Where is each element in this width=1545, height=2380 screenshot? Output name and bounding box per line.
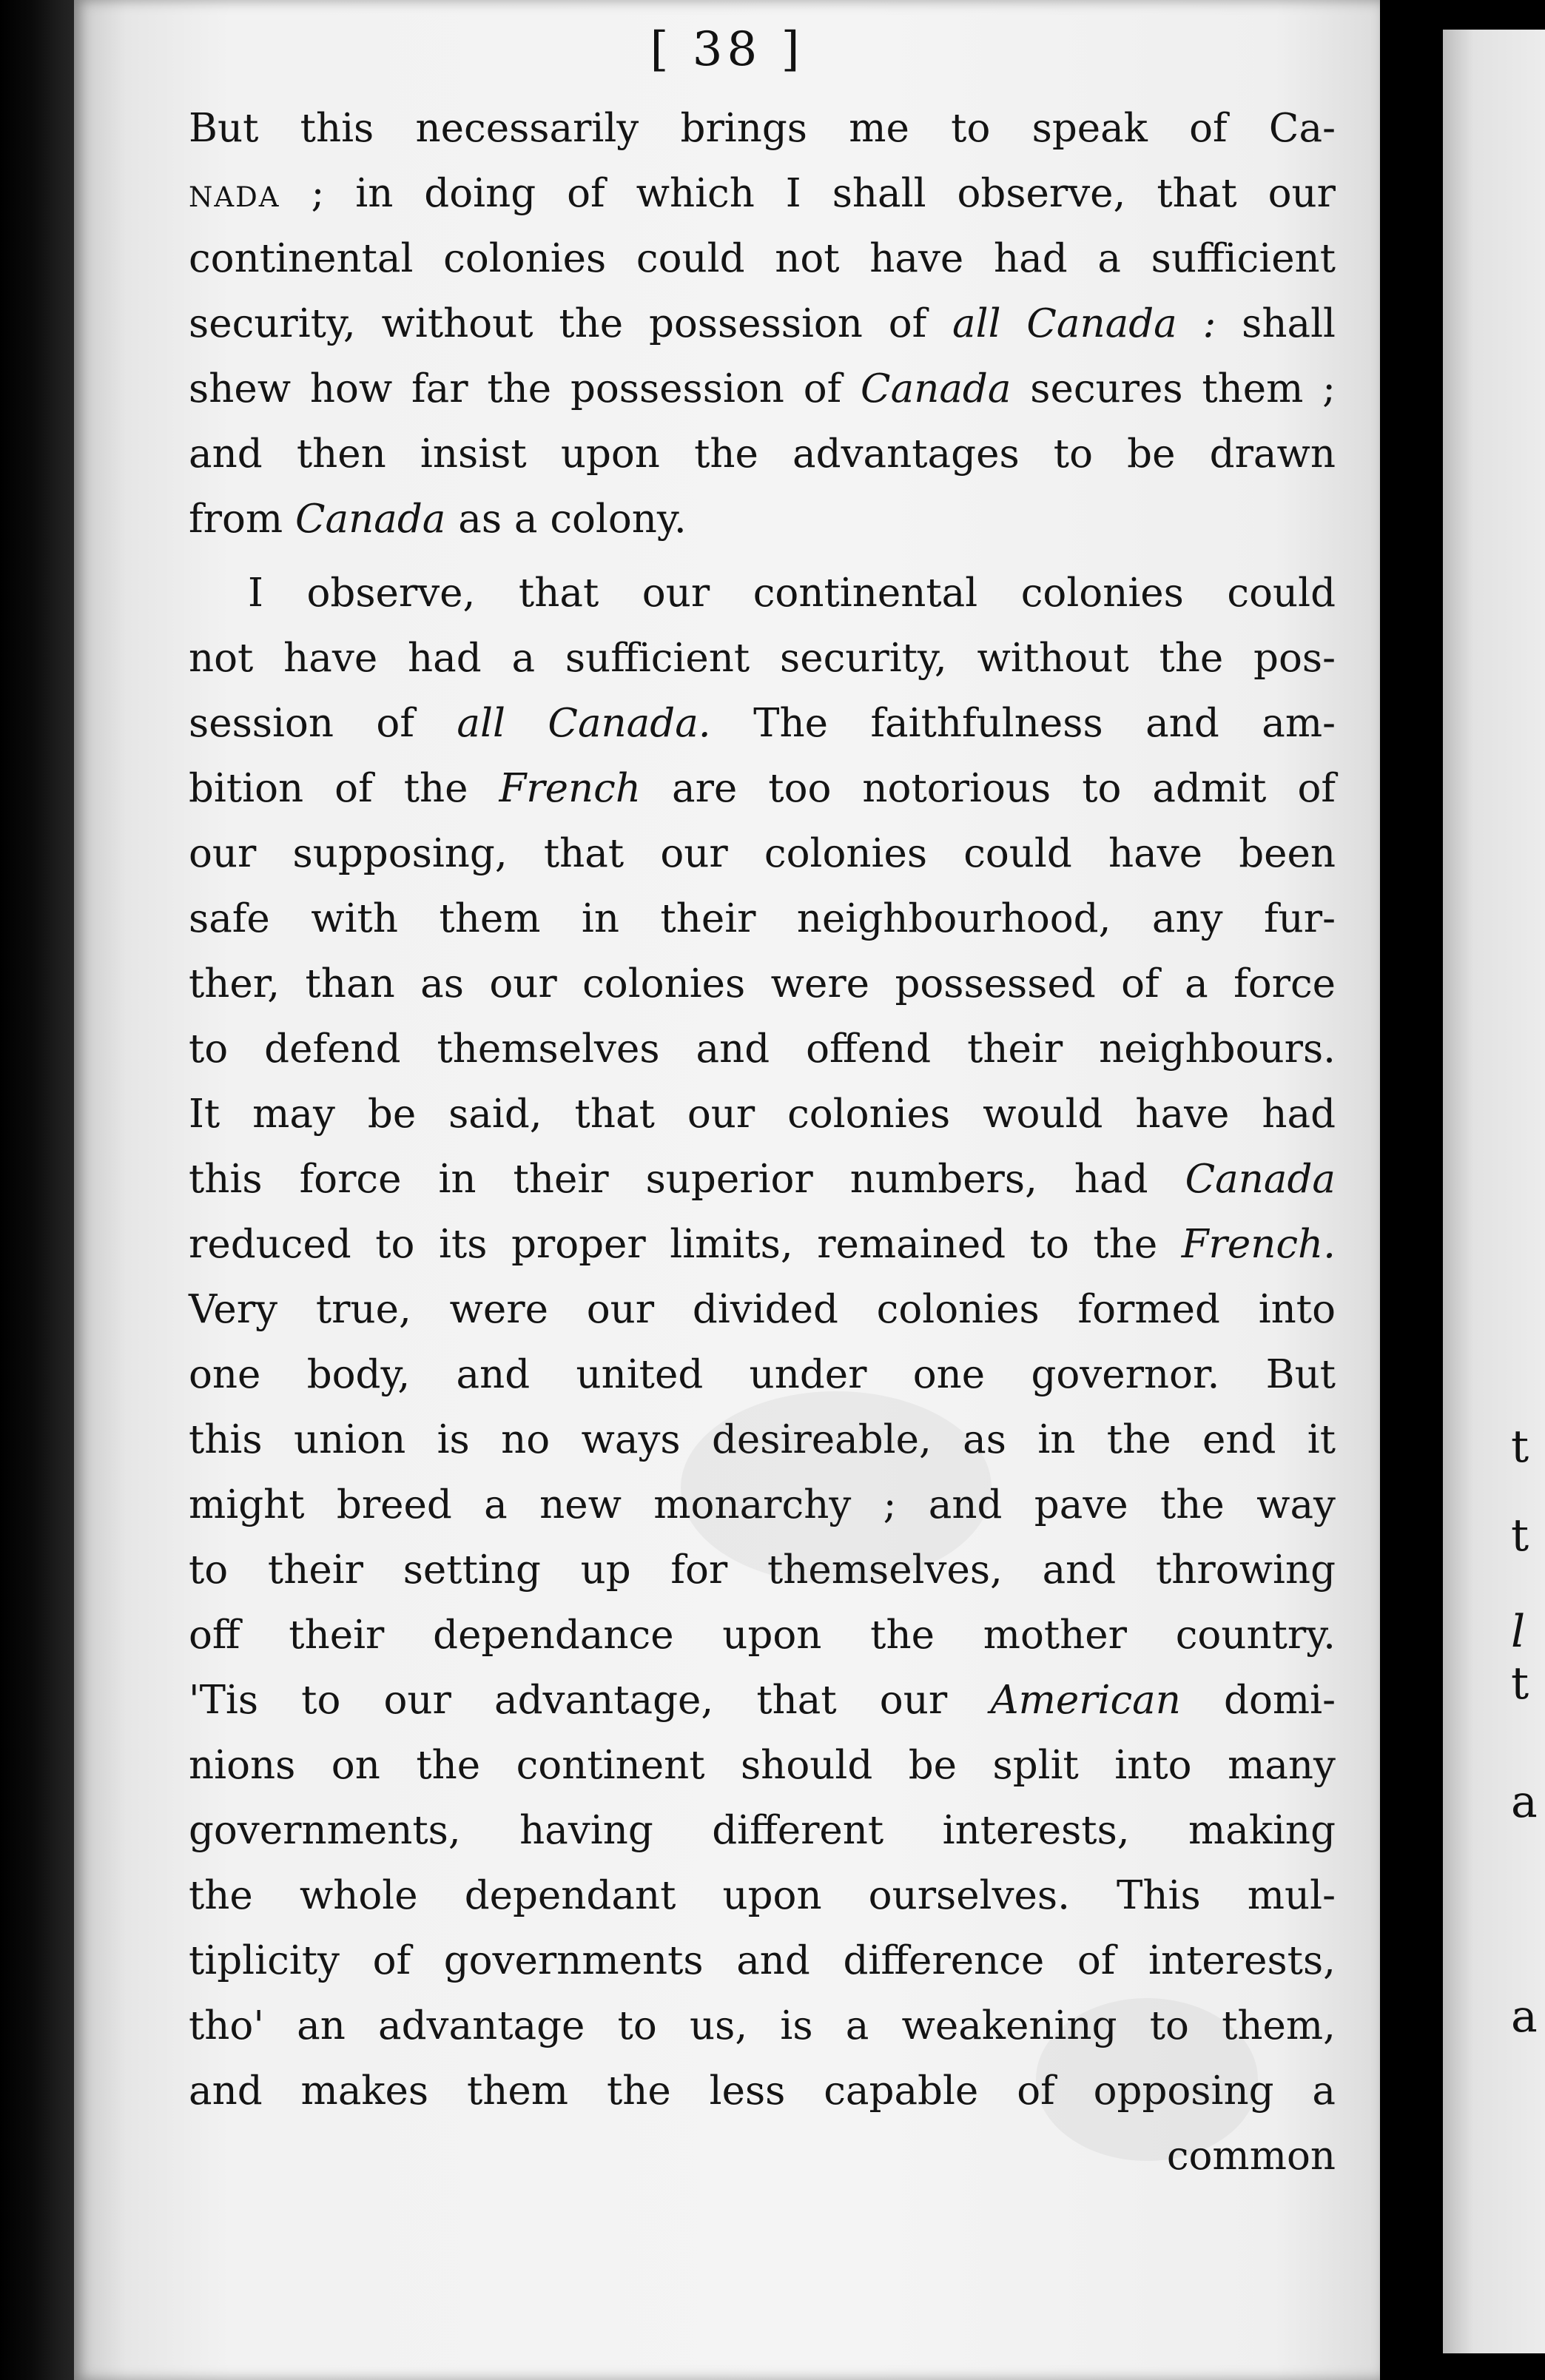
- text-line: [189, 1733, 1336, 1798]
- text-line: [189, 96, 1336, 161]
- page-gutter: [1380, 0, 1443, 2380]
- text-run: ther, than as our colonies were possessed of a force: [189, 961, 1336, 1006]
- text-line: [189, 357, 1336, 422]
- text-run: domi-: [1180, 1678, 1336, 1723]
- text-line: [189, 1473, 1336, 1538]
- book-binding-shadow: [0, 0, 81, 2380]
- text-line: [189, 1212, 1336, 1277]
- italic-text: French: [499, 766, 641, 811]
- text-run: reduced to its proper limits, remained to the: [189, 1222, 1182, 1267]
- catchword: common: [1166, 2134, 1336, 2179]
- text-run: and then insist upon the advantages to be drawn: [189, 431, 1336, 477]
- italic-text: French.: [1181, 1222, 1336, 1267]
- text-line: [189, 1603, 1336, 1668]
- text-line: [189, 487, 1336, 552]
- page-number: [ 38 ]: [650, 22, 804, 77]
- text-run: one body, and united under one governor. But: [189, 1352, 1336, 1397]
- text-run: governments, having different interests, making: [189, 1808, 1336, 1853]
- text-run: tiplicity of governments and difference of interests,: [189, 1938, 1336, 1983]
- italic-text: American: [990, 1678, 1181, 1723]
- text-line: [189, 1929, 1336, 1994]
- text-run: are too notorious to admit of: [640, 766, 1336, 811]
- text-line: [189, 1017, 1336, 1082]
- text-run: our supposing, that our colonies could have been: [189, 831, 1336, 876]
- text-run: shall: [1216, 301, 1336, 346]
- text-line: [189, 1798, 1336, 1863]
- text-line: [189, 422, 1336, 487]
- text-run: continental colonies could not have had a sufficient: [189, 236, 1336, 281]
- next-page-fragment: t: [1511, 1421, 1529, 1473]
- small-caps-text: nada: [189, 171, 280, 216]
- text-line: [189, 1277, 1336, 1342]
- text-run: shew how far the possession of: [189, 366, 861, 411]
- text-line: [189, 952, 1336, 1017]
- text-run: safe with them in their neighbourhood, any fur-: [189, 896, 1336, 941]
- text-line: [189, 887, 1336, 952]
- text-run: 'Tis to our advantage, that our: [189, 1678, 991, 1723]
- text-run: security, without the possession of: [189, 301, 953, 346]
- text-run: as a colony.: [445, 497, 687, 542]
- text-line: [189, 1994, 1336, 2059]
- text-line: [189, 1408, 1336, 1473]
- text-line: [189, 1082, 1336, 1147]
- text-line: [189, 1147, 1336, 1212]
- text-line: [189, 161, 1336, 226]
- italic-text: Canada: [861, 366, 1012, 411]
- text-line: [189, 292, 1336, 357]
- text-line: [189, 226, 1336, 292]
- body-text: [189, 96, 1336, 2189]
- italic-text: all Canada.: [457, 701, 711, 746]
- text-run: ; in doing of which I shall observe, that our: [280, 171, 1336, 216]
- text-line: [189, 2059, 1336, 2124]
- text-run: not have had a sufficient security, without the pos-: [189, 636, 1336, 681]
- italic-text: Canada: [294, 497, 446, 542]
- text-line: [189, 691, 1336, 756]
- text-line: [189, 1538, 1336, 1603]
- text-run: tho' an advantage to us, is a weakening to them,: [189, 2003, 1336, 2048]
- next-page-fragment: l: [1511, 1606, 1526, 1658]
- text-line: [189, 756, 1336, 821]
- text-run: to defend themselves and offend their neighbours.: [189, 1026, 1336, 1072]
- text-run: It may be said, that our colonies would have had: [189, 1092, 1336, 1137]
- text-line: [189, 1863, 1336, 1929]
- next-page-fragment: a: [1511, 1991, 1538, 2043]
- next-page-fragment: t: [1511, 1658, 1529, 1710]
- text-run: session of: [189, 701, 457, 746]
- text-run: Very true, were our divided colonies formed into: [189, 1287, 1336, 1332]
- next-page-fragment: t: [1511, 1510, 1529, 1562]
- italic-text: all Canada :: [952, 301, 1216, 346]
- text-run: from: [189, 497, 295, 542]
- text-run: nions on the continent should be split into many: [189, 1743, 1336, 1788]
- text-run: off their dependance upon the mother country.: [189, 1613, 1336, 1658]
- text-run: bition of the: [189, 766, 499, 811]
- paragraph-gap: [189, 552, 1336, 561]
- text-run: this force in their superior numbers, had: [189, 1157, 1185, 1202]
- next-page-edge: [1443, 30, 1545, 2353]
- text-line: [189, 561, 1336, 626]
- text-line: [189, 821, 1336, 887]
- italic-text: Canada: [1185, 1157, 1336, 1202]
- text-run: secures them ;: [1011, 366, 1336, 411]
- text-run: But this necessarily brings me to speak of Ca-: [189, 106, 1336, 151]
- text-line: [189, 1342, 1336, 1408]
- text-run: this union is no ways desireable, as in the end it: [189, 1417, 1336, 1462]
- text-run: might breed a new monarchy ; and pave the way: [189, 1482, 1336, 1527]
- text-run: I observe, that our continental colonies could: [248, 571, 1336, 616]
- next-page-fragment: a: [1511, 1776, 1538, 1828]
- text-run: the whole dependant upon ourselves. This mul-: [189, 1873, 1336, 1918]
- text-line: [189, 626, 1336, 691]
- text-run: The faithfulness and am-: [710, 701, 1336, 746]
- text-line: [189, 1668, 1336, 1733]
- book-page: [74, 0, 1380, 2380]
- text-run: and makes them the less capable of opposing a: [189, 2068, 1336, 2114]
- text-run: to their setting up for themselves, and throwing: [189, 1547, 1336, 1593]
